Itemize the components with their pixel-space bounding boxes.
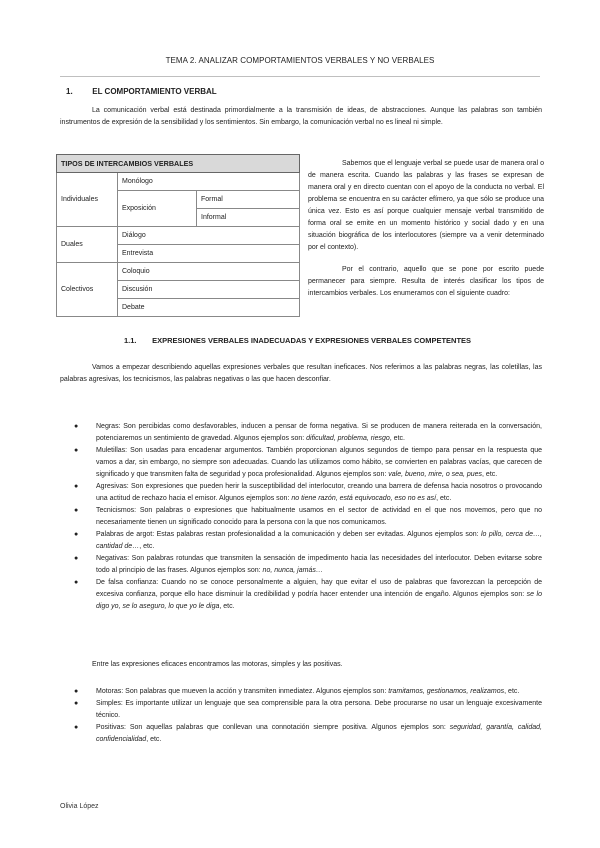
table-cell-coloquio: Coloquio [118, 263, 300, 281]
list-item: ● Tecnicismos: Son palabras o expresiones que habitualmente usamos en el sector de actividad en el que nos movemos, pero que no necesariamente tienen un significado conocido para la persona con la que nos comunicamos. [74, 507, 542, 526]
list-item: ● Motoras: Son palabras que mueven la acción y transmiten inmediatez. Algunos ejemplos son: tramitamos, gestionamos, realizamos, etc. [74, 686, 542, 698]
bullet-icon: ● [74, 447, 79, 454]
section-1-title: EL COMPORTAMIENTO VERBAL [92, 87, 217, 96]
effective-expressions-list [74, 686, 542, 746]
bullet-icon: ● [74, 483, 79, 490]
list-item: ● Palabras de argot: Estas palabras restan profesionalidad a la comunicación y deben ser evitadas. Algunos ejemplos son: lo pillo, cerca de…, cantidad de…, etc. [74, 531, 542, 550]
section-1-1-title: EXPRESIONES VERBALES INADECUADAS Y EXPRESIONES VERBALES COMPETENTES [152, 336, 472, 345]
list-item: ● Muletillas: Son usadas para encadenar argumentos. También proporcionan algunos segundos de tiempo para pensar en la respuesta que vamos a dar, sin embargo, no siempre son adecuadas. Cuando las utilizamos como hábito, se convierten en palabras vacías, que carecen de significado y que transmiten falta de seguridad y poca profesionalidad. Algunos ejemplos son: vale, bueno, mire, o sea, pues, etc. [74, 447, 542, 478]
side-paragraph-1: Sabemos que el lenguaje verbal se puede usar de manera oral o de manera escrita. Cuando las palabras y las frases se expresan de manera oral y en directo cuentan con el apoyo de la conducta no verbal. El problema se encuentra en su carácter efímero, ya que sólo se produce una única vez. Esto es así porque cualquier mensaje verbal transmitido de forma oral se emite en un momento histórico y social dado y en una situación biográfica de los interlocutores (siempre va a venir determinado por el contexto). [308, 160, 544, 251]
bullet-icon: ● [74, 724, 79, 731]
list-item: ● Negras: Son percibidas como desfavorables, inducen a pensar de forma negativa. Si se producen de manera reiterada en la conversación, potenciaremos un sentimiento de gravedad. Algunos ejemplos son: dificultad, problema, riesgo, etc. [74, 423, 542, 442]
bullet-icon: ● [74, 555, 79, 562]
section-1-heading [66, 87, 217, 96]
list-item: ● Agresivas: Son expresiones que pueden herir la susceptibilidad del interlocutor, creando una barrera de defensa hacia nosotros o provocando una actitud de rechazo hacia el emisor. Algunos ejemplos son: no tiene razón, está equivocado, eso no es así, etc. [74, 483, 542, 502]
table-cell-debate: Debate [118, 299, 300, 317]
table-cell-informal: Informal [197, 209, 300, 227]
table-cell-monologo: Monólogo [118, 173, 300, 191]
bullet-icon: ● [74, 507, 79, 514]
section-1-1-number: 1.1. [124, 336, 137, 345]
section-1-1-intro [60, 362, 542, 386]
side-text [308, 158, 544, 300]
header-divider [60, 76, 540, 77]
document-header-title: TEMA 2. ANALIZAR COMPORTAMIENTOS VERBALES Y NO VERBALES [165, 56, 435, 65]
bullet-icon: ● [74, 531, 79, 538]
table-cell-formal: Formal [197, 191, 300, 209]
side-paragraph-2: Por el contrario, aquello que se pone por escrito puede permanecer para siempre. Resulta de interés clasificar los tipos de intercambios verbales. Los enumeramos con el siguiente cuadro: [308, 266, 544, 297]
effective-expressions-intro: Entre las expresiones eficaces encontramos las motoras, simples y las positivas. [92, 661, 343, 668]
table-cat-colectivos: Colectivos [57, 263, 118, 317]
footer-author: Olivia López [60, 803, 99, 810]
table-cat-duales: Duales [57, 227, 118, 263]
section-1-number: 1. [66, 87, 73, 96]
section-1-1-heading [124, 336, 471, 345]
bullet-icon: ● [74, 700, 79, 707]
list-item: ● Simples: Es importante utilizar un lenguaje que sea comprensible para la otra persona. Debe procurarse no usar un lenguaje excesivamente técnico. [74, 700, 542, 719]
bullet-icon: ● [74, 579, 79, 586]
table-cell-dialogo: Diálogo [118, 227, 300, 245]
table-cell-discusion: Discusión [118, 281, 300, 299]
section-1-1-intro-text: Vamos a empezar describiendo aquellas expresiones verbales que resultan ineficaces. Nos referimos a las palabras negras, las coletillas, las palabras agresivas, los tecnicismos, las palabras negativas o las que hacen desconfiar. [60, 364, 542, 383]
ineffective-expressions-list [74, 421, 542, 613]
list-item: ● Positivas: Son aquellas palabras que conllevan una connotación siempre positiva. Algunos ejemplos son: seguridad, garantía, calidad, confidencialidad, etc. [74, 724, 542, 743]
section-1-intro-text: La comunicación verbal está destinada primordialmente a la transmisión de ideas, de abstracciones. Aunque las palabras son también instrumentos de expresión de la sensibilidad y los sentimientos. Sin embargo, la comunicación verbal no es lineal ni simple. [60, 107, 542, 126]
section-1-intro [60, 105, 542, 129]
list-item: ● De falsa confianza: Cuando no se conoce personalmente a alguien, hay que evitar el uso de palabras que favorezcan la percepción de excesiva confianza, porque ello hace disminuir la credibilidad y podría hacer entender una intención de engaño. Algunos ejemplos son: se lo digo yo, se lo aseguro, lo que yo le diga, etc. [74, 579, 542, 610]
table-cell-exposicion: Exposición [118, 191, 197, 227]
list-item: ● Negativas: Son palabras rotundas que transmiten la sensación de impedimento hacia las necesidades del interlocutor. Deben evitarse sobre todo al principio de las frases. Algunos ejemplos son: no, nunca, jamás… [74, 555, 542, 574]
bullet-icon: ● [74, 423, 79, 430]
exchange-types-table [56, 154, 300, 317]
bullet-icon: ● [74, 688, 79, 695]
table-cell-entrevista: Entrevista [118, 245, 300, 263]
table-cat-individuales: Individuales [57, 173, 118, 227]
table-header: TIPOS DE INTERCAMBIOS VERBALES [57, 155, 300, 173]
